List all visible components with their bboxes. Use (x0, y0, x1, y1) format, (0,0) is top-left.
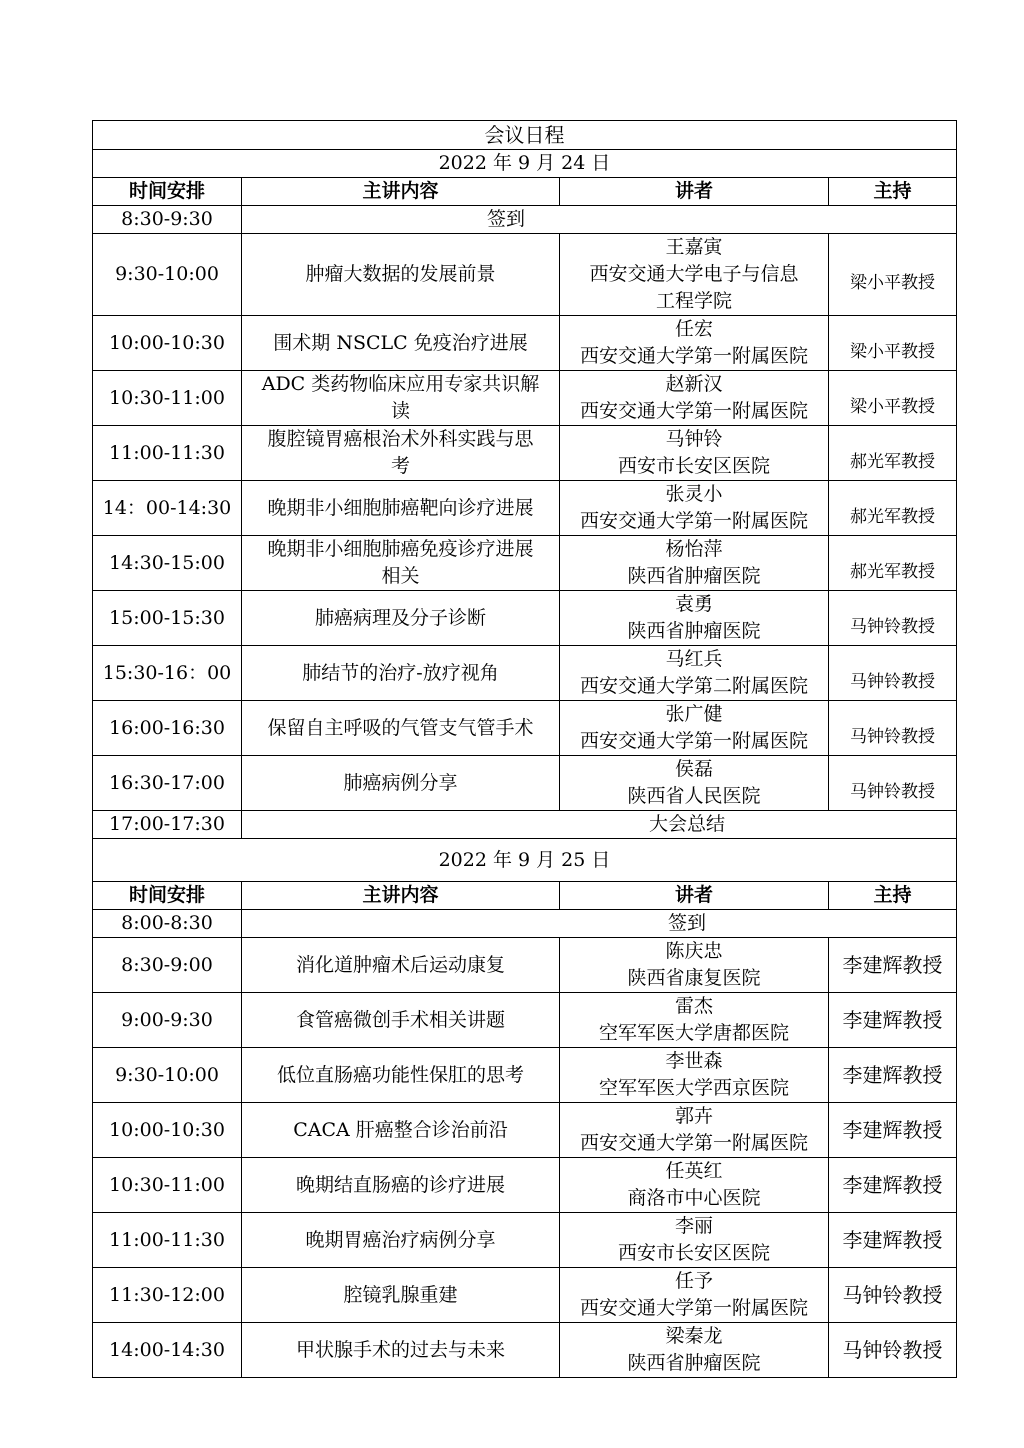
session-row (93, 371, 957, 426)
session-row (93, 316, 957, 371)
speaker-line: 任予 (674, 1270, 713, 1292)
session-topic (242, 316, 560, 371)
speaker-line: 张广健 (665, 703, 723, 725)
session-speaker (560, 1323, 829, 1378)
speaker-line: 西安市长安区医院 (617, 455, 770, 477)
session-topic (242, 646, 560, 701)
date-row (93, 150, 957, 178)
session-speaker (560, 756, 829, 811)
header-content: 主讲内容 (242, 882, 560, 910)
session-topic (242, 1323, 560, 1378)
topic-line: ADC 类药物临床应用专家共识解 (261, 373, 540, 395)
session-time: 9:30-10:00 (93, 234, 242, 316)
session-row (93, 1268, 957, 1323)
session-row (93, 756, 957, 811)
speaker-line: 陕西省肿瘤医院 (627, 1352, 761, 1374)
session-time: 10:00-10:30 (93, 316, 242, 371)
session-row (93, 938, 957, 993)
session-speaker (560, 371, 829, 426)
speaker-line: 商洛市中心医院 (627, 1187, 761, 1209)
checkin-time: 8:00-8:30 (93, 910, 242, 938)
session-topic (242, 701, 560, 756)
speaker-line: 陕西省肿瘤医院 (627, 565, 761, 587)
session-row (93, 481, 957, 536)
schedule-table (92, 120, 957, 1378)
topic-line: 相关 (381, 565, 420, 587)
session-row (93, 993, 957, 1048)
topic-line: 围术期 NSCLC 免疫治疗进展 (273, 331, 528, 354)
session-time: 11:00-11:30 (93, 1213, 242, 1268)
header-speaker: 讲者 (560, 178, 829, 206)
session-speaker (560, 481, 829, 536)
topic-line: 晚期非小细胞肺癌免疫诊疗进展 (267, 538, 534, 560)
speaker-line: 陕西省肿瘤医院 (627, 620, 761, 642)
header-time: 时间安排 (93, 178, 242, 206)
topic-line: 低位直肠癌功能性保肛的思考 (276, 1063, 524, 1086)
session-time: 10:30-11:00 (93, 371, 242, 426)
session-time: 11:30-12:00 (93, 1268, 242, 1323)
session-time: 14：00-14:30 (93, 481, 242, 536)
speaker-line: 任英红 (665, 1160, 723, 1182)
speaker-line: 西安交通大学第二附属医院 (579, 675, 808, 697)
topic-line: CACA 肝癌整合诊治前沿 (293, 1118, 508, 1141)
speaker-line: 西安交通大学第一附属医院 (579, 510, 808, 532)
session-host: 马钟铃教授 (829, 591, 957, 646)
session-row (93, 591, 957, 646)
session-speaker (560, 1158, 829, 1213)
session-topic (242, 591, 560, 646)
checkin-label: 签到 (242, 910, 957, 938)
speaker-line: 马红兵 (665, 648, 723, 670)
session-host: 马钟铃教授 (829, 1323, 957, 1378)
session-time: 15:30-16：00 (93, 646, 242, 701)
session-host: 李建辉教授 (829, 1158, 957, 1213)
speaker-line: 袁勇 (674, 593, 713, 615)
topic-line: 考 (390, 455, 410, 477)
topic-line: 晚期结直肠癌的诊疗进展 (295, 1173, 505, 1196)
header-row (93, 882, 957, 910)
session-row (93, 234, 957, 316)
session-topic (242, 234, 560, 316)
session-host: 马钟铃教授 (829, 756, 957, 811)
session-speaker (560, 1268, 829, 1323)
speaker-line: 陕西省康复医院 (627, 967, 761, 989)
topic-line: 保留自主呼吸的气管支气管手术 (267, 716, 534, 739)
header-time: 时间安排 (93, 882, 242, 910)
speaker-line: 李丽 (674, 1215, 713, 1237)
session-host: 郝光军教授 (829, 481, 957, 536)
session-topic (242, 1048, 560, 1103)
session-host: 李建辉教授 (829, 1103, 957, 1158)
speaker-line: 杨怡萍 (665, 538, 723, 560)
session-speaker (560, 591, 829, 646)
session-host: 马钟铃教授 (829, 646, 957, 701)
session-host: 梁小平教授 (829, 234, 957, 316)
session-time: 16:00-16:30 (93, 701, 242, 756)
speaker-line: 陕西省人民医院 (627, 785, 761, 807)
session-host: 郝光军教授 (829, 536, 957, 591)
session-topic (242, 371, 560, 426)
speaker-line: 侯磊 (674, 758, 713, 780)
session-host: 李建辉教授 (829, 993, 957, 1048)
speaker-line: 王嘉寅 (665, 236, 723, 258)
session-row (93, 1323, 957, 1378)
speaker-line: 任宏 (674, 318, 713, 340)
session-time: 14:30-15:00 (93, 536, 242, 591)
checkin-label: 签到 (242, 206, 957, 234)
speaker-line: 西安交通大学第一附属医院 (579, 400, 808, 422)
title-row (93, 121, 957, 150)
closing-row (93, 811, 957, 839)
session-speaker (560, 426, 829, 481)
session-row (93, 426, 957, 481)
session-speaker (560, 938, 829, 993)
session-speaker (560, 1048, 829, 1103)
session-time: 14:00-14:30 (93, 1323, 242, 1378)
date-heading: 2022 年 9 月 24 日 (93, 150, 957, 178)
session-row (93, 646, 957, 701)
session-speaker (560, 993, 829, 1048)
session-speaker (560, 1213, 829, 1268)
session-topic (242, 1268, 560, 1323)
session-host: 李建辉教授 (829, 1213, 957, 1268)
topic-line: 肿瘤大数据的发展前景 (305, 263, 496, 285)
session-row (93, 701, 957, 756)
session-topic (242, 536, 560, 591)
topic-line: 肺癌病理及分子诊断 (314, 606, 486, 629)
session-host: 梁小平教授 (829, 371, 957, 426)
speaker-line: 李世森 (665, 1050, 723, 1072)
session-topic (242, 426, 560, 481)
header-row (93, 178, 957, 206)
speaker-line: 西安交通大学第一附属医院 (579, 345, 808, 367)
session-host: 马钟铃教授 (829, 701, 957, 756)
topic-line: 消化道肿瘤术后运动康复 (295, 953, 505, 976)
session-topic (242, 938, 560, 993)
topic-line: 腔镜乳腺重建 (343, 1283, 458, 1306)
session-host: 李建辉教授 (829, 938, 957, 993)
speaker-line: 雷杰 (674, 995, 713, 1017)
session-topic (242, 481, 560, 536)
session-topic (242, 1158, 560, 1213)
topic-line: 晚期非小细胞肺癌靶向诊疗进展 (267, 496, 534, 519)
speaker-line: 郭卉 (674, 1105, 713, 1127)
topic-line: 晚期胃癌治疗病例分享 (305, 1228, 496, 1251)
session-speaker (560, 316, 829, 371)
topic-line: 食管癌微创手术相关讲题 (295, 1008, 505, 1031)
session-row (93, 1048, 957, 1103)
session-time: 15:00-15:30 (93, 591, 242, 646)
session-host: 郝光军教授 (829, 426, 957, 481)
session-topic (242, 1103, 560, 1158)
speaker-line: 陈庆忠 (665, 940, 723, 962)
session-host: 马钟铃教授 (829, 1268, 957, 1323)
session-speaker (560, 234, 829, 316)
session-speaker (560, 701, 829, 756)
speaker-line: 西安交通大学电子与信息 (589, 263, 799, 285)
speaker-line: 赵新汉 (665, 373, 723, 395)
session-host: 李建辉教授 (829, 1048, 957, 1103)
topic-line: 甲状腺手术的过去与未来 (295, 1338, 505, 1361)
session-time: 9:30-10:00 (93, 1048, 242, 1103)
session-time: 16:30-17:00 (93, 756, 242, 811)
session-time: 10:00-10:30 (93, 1103, 242, 1158)
session-host: 梁小平教授 (829, 316, 957, 371)
speaker-line: 空军军医大学西京医院 (598, 1077, 789, 1099)
speaker-line: 空军军医大学唐都医院 (598, 1022, 789, 1044)
session-time: 11:00-11:30 (93, 426, 242, 481)
header-host: 主持 (829, 882, 957, 910)
date-row (93, 839, 957, 882)
checkin-time: 8:30-9:30 (93, 206, 242, 234)
session-speaker (560, 536, 829, 591)
session-topic (242, 993, 560, 1048)
session-speaker (560, 646, 829, 701)
speaker-line: 西安交通大学第一附属医院 (579, 1297, 808, 1319)
checkin-row (93, 206, 957, 234)
closing-label: 大会总结 (242, 811, 957, 839)
header-content: 主讲内容 (242, 178, 560, 206)
topic-line: 腹腔镜胃癌根治术外科实践与思 (267, 428, 534, 450)
speaker-line: 张灵小 (665, 483, 723, 505)
session-time: 9:00-9:30 (93, 993, 242, 1048)
session-topic (242, 1213, 560, 1268)
speaker-line: 工程学院 (655, 290, 732, 312)
session-speaker (560, 1103, 829, 1158)
session-row (93, 536, 957, 591)
speaker-line: 梁秦龙 (665, 1325, 723, 1347)
session-topic (242, 756, 560, 811)
closing-time: 17:00-17:30 (93, 811, 242, 839)
speaker-line: 西安交通大学第一附属医院 (579, 1132, 808, 1154)
header-host: 主持 (829, 178, 957, 206)
session-time: 8:30-9:00 (93, 938, 242, 993)
speaker-line: 西安交通大学第一附属医院 (579, 730, 808, 752)
schedule-title: 会议日程 (93, 121, 957, 150)
session-row (93, 1158, 957, 1213)
speaker-line: 马钟铃 (665, 428, 723, 450)
header-speaker: 讲者 (560, 882, 829, 910)
date-heading: 2022 年 9 月 25 日 (93, 839, 957, 882)
session-row (93, 1103, 957, 1158)
checkin-row (93, 910, 957, 938)
session-row (93, 1213, 957, 1268)
speaker-line: 西安市长安区医院 (617, 1242, 770, 1264)
topic-line: 肺结节的治疗-放疗视角 (302, 661, 499, 684)
topic-line: 读 (390, 400, 410, 422)
topic-line: 肺癌病例分享 (343, 771, 458, 794)
session-time: 10:30-11:00 (93, 1158, 242, 1213)
